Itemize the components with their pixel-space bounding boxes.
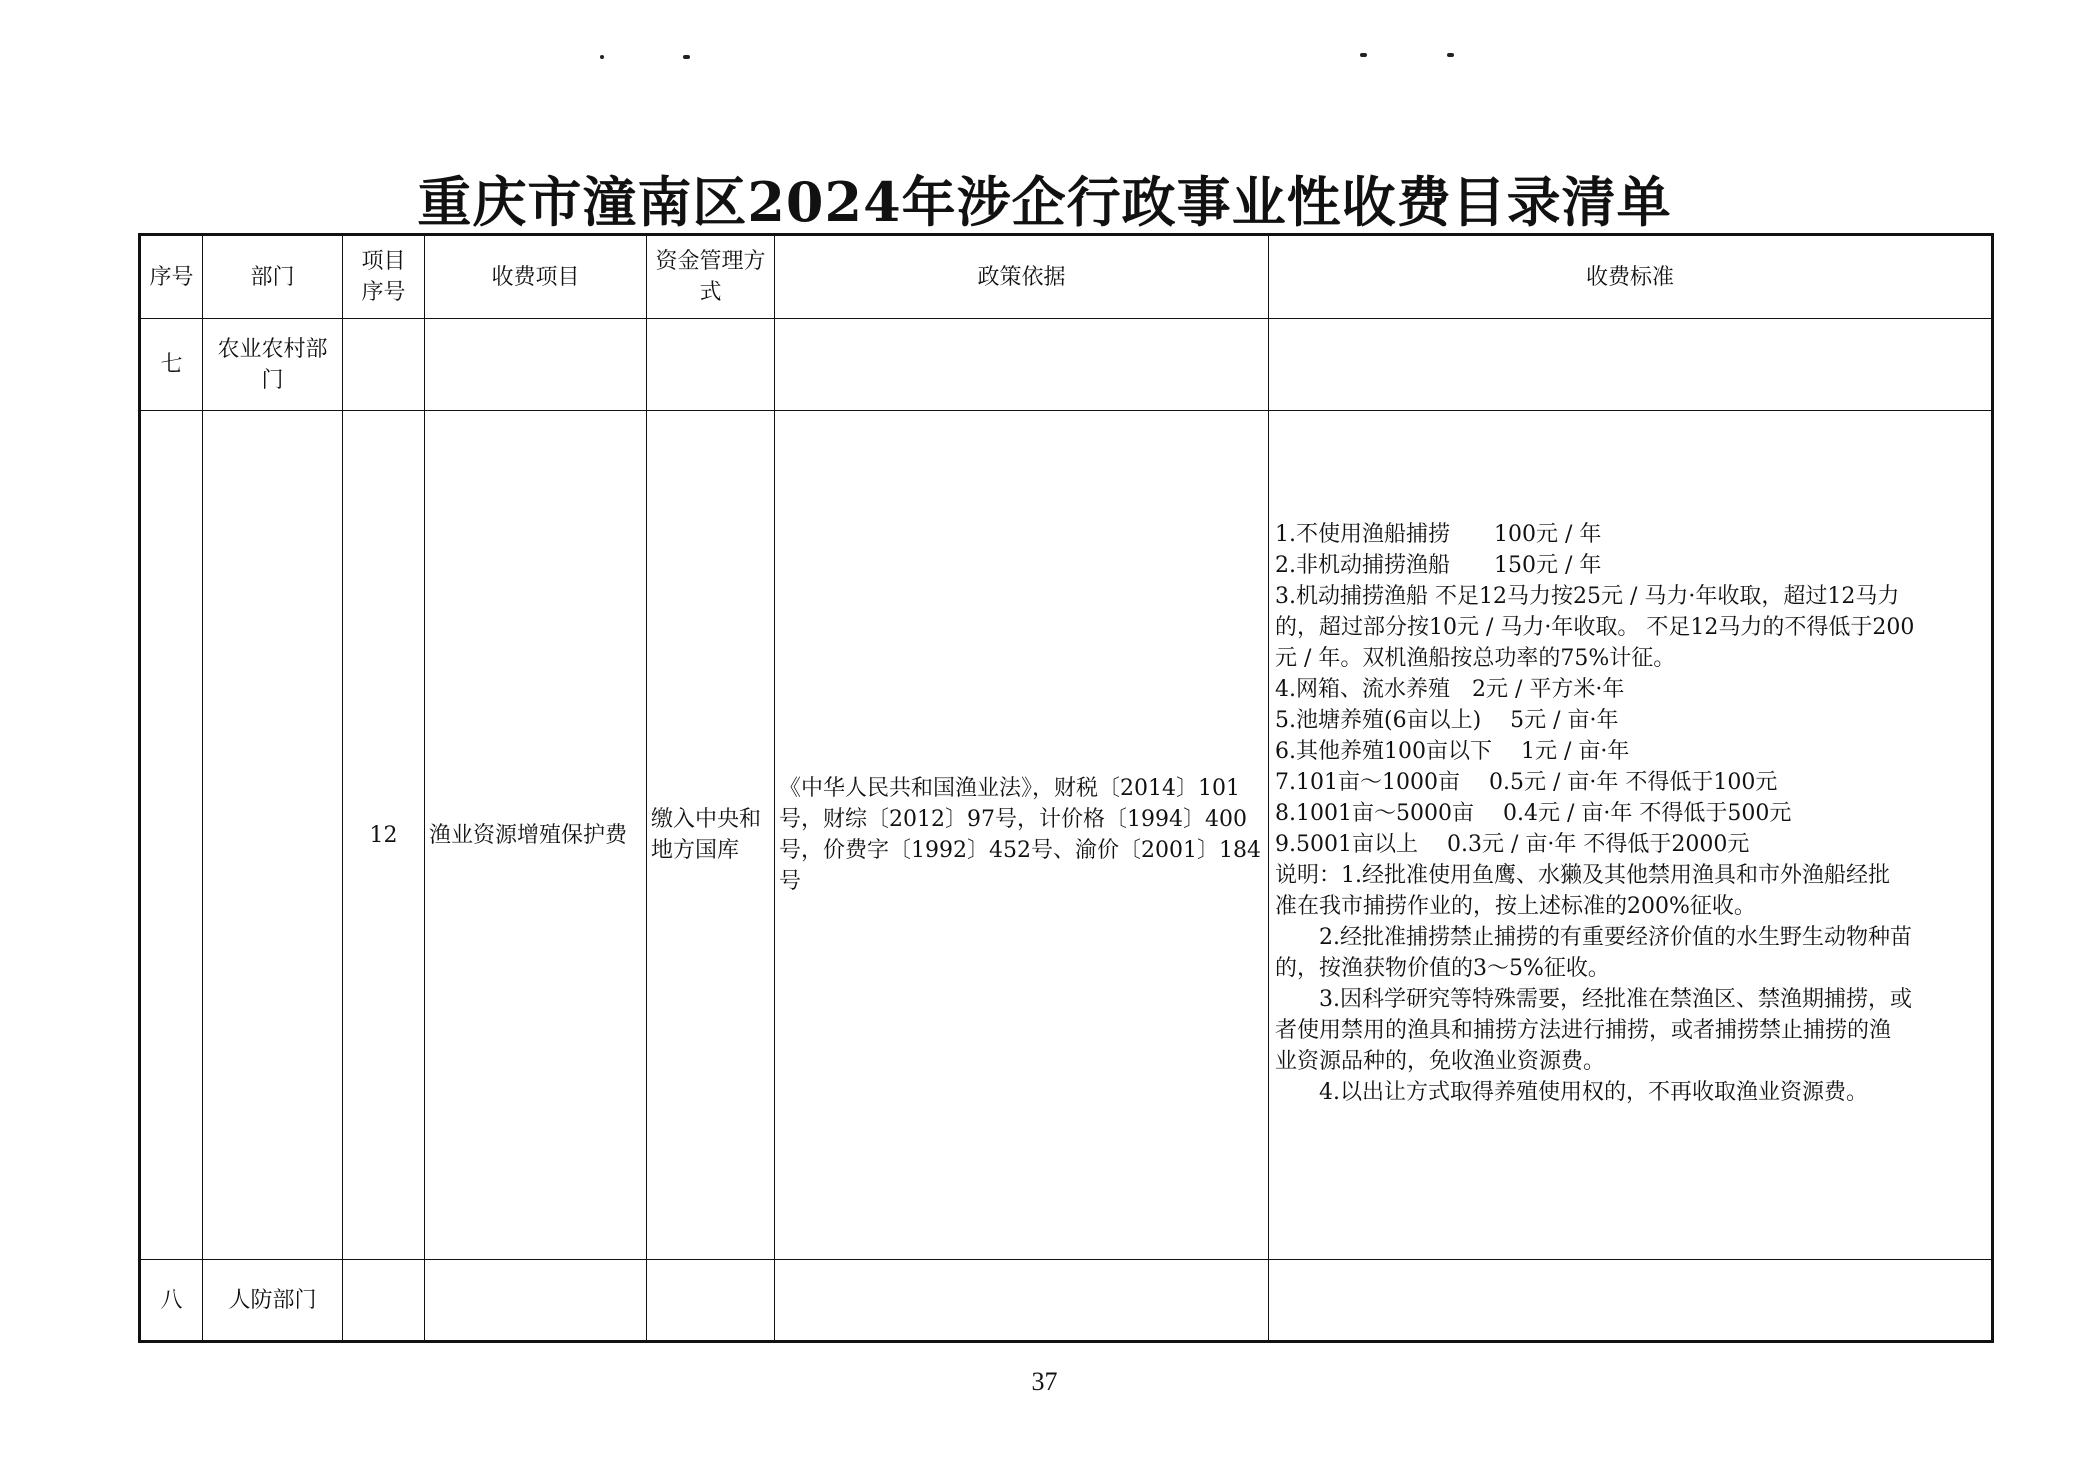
standard-line: 业资源品种的，免收渔业资源费。 <box>1275 1049 1606 1074</box>
cell-seq: 八 <box>140 1260 203 1342</box>
scan-speck <box>683 55 690 59</box>
standard-line: 的，按渔获物价值的3～5%征收。 <box>1275 956 1610 981</box>
standard-line: 准在我市捕捞作业的，按上述标准的200%征收。 <box>1275 894 1756 919</box>
cell-standard <box>1269 319 1993 411</box>
cell-policy <box>775 1260 1269 1342</box>
cell-dept <box>203 411 343 1260</box>
header-item-no: 项目序号 <box>343 235 425 319</box>
standard-line: 元 / 年。双机渔船按总功率的75%计征。 <box>1275 646 1676 671</box>
header-fee-item: 收费项目 <box>425 235 647 319</box>
table-header-row <box>140 235 1993 319</box>
cell-standard <box>1269 1260 1993 1342</box>
cell-policy <box>775 319 1269 411</box>
cell-seq: 七 <box>140 319 203 411</box>
standard-line: 3.因科学研究等特殊需要，经批准在禁渔区、禁渔期捕捞，或 <box>1319 987 1912 1012</box>
table-row <box>140 411 1993 1260</box>
standard-line: 1.不使用渔船捕捞 100元 / 年 <box>1275 522 1602 547</box>
scan-speck <box>1360 53 1367 57</box>
standard-line: 2.非机动捕捞渔船 150元 / 年 <box>1275 553 1602 578</box>
cell-fee-item: 渔业资源增殖保护费 <box>425 411 647 1260</box>
standard-line: 9.5001亩以上 0.3元 / 亩·年 不得低于2000元 <box>1275 832 1750 857</box>
header-seq: 序号 <box>140 235 203 319</box>
cell-item-no: 12 <box>343 411 425 1260</box>
scan-speck <box>600 55 604 59</box>
scan-speck <box>1447 53 1454 57</box>
standard-line: 5.池塘养殖(6亩以上) 5元 / 亩·年 <box>1275 708 1619 733</box>
cell-fund-mgmt: 缴入中央和地方国库 <box>647 411 775 1260</box>
cell-standard <box>1269 411 1993 1260</box>
header-policy: 政策依据 <box>775 235 1269 319</box>
standard-line: 8.1001亩～5000亩 0.4元 / 亩·年 不得低于500元 <box>1275 801 1792 826</box>
cell-seq <box>140 411 203 1260</box>
standard-line: 7.101亩～1000亩 0.5元 / 亩·年 不得低于100元 <box>1275 770 1778 795</box>
page-number: 37 <box>1031 1367 1058 1396</box>
table-row <box>140 1260 1993 1342</box>
cell-fee-item <box>425 1260 647 1342</box>
cell-dept: 人防部门 <box>203 1260 343 1342</box>
header-standard: 收费标准 <box>1269 235 1993 319</box>
standard-line: 说明：1.经批准使用鱼鹰、水獭及其他禁用渔具和市外渔船经批 <box>1275 863 1890 888</box>
standard-line: 2.经批准捕捞禁止捕捞的有重要经济价值的水生野生动物种苗 <box>1319 925 1912 950</box>
standard-line: 3.机动捕捞渔船 不足12马力按25元 / 马力·年收取，超过12马力 <box>1275 584 1900 609</box>
standard-line: 者使用禁用的渔具和捕捞方法进行捕捞，或者捕捞禁止捕捞的渔 <box>1275 1018 1892 1043</box>
standard-line: 的，超过部分按10元 / 马力·年收取。 不足12马力的不得低于200 <box>1275 615 1915 640</box>
fee-catalog-table <box>138 233 1994 1343</box>
cell-fund-mgmt <box>647 1260 775 1342</box>
cell-fund-mgmt <box>647 319 775 411</box>
header-fund-mgmt: 资金管理方式 <box>647 235 775 319</box>
standard-line: 6.其他养殖100亩以下 1元 / 亩·年 <box>1275 739 1630 764</box>
document-title: 重庆市潼南区2024年涉企行政事业性收费目录清单 <box>417 170 1672 234</box>
table-row <box>140 319 1993 411</box>
standard-line: 4.网箱、流水养殖 2元 / 平方米·年 <box>1275 677 1625 702</box>
cell-item-no <box>343 319 425 411</box>
cell-item-no <box>343 1260 425 1342</box>
cell-fee-item <box>425 319 647 411</box>
cell-dept: 农业农村部门 <box>203 319 343 411</box>
standard-line: 4.以出让方式取得养殖使用权的，不再收取渔业资源费。 <box>1319 1080 1868 1105</box>
header-dept: 部门 <box>203 235 343 319</box>
cell-policy: 《中华人民共和国渔业法》，财税〔2014〕101号，财综〔2012〕97号，计价格〔1994〕400号，价费字〔1992〕452号、渝价〔2001〕184号 <box>775 411 1269 1260</box>
